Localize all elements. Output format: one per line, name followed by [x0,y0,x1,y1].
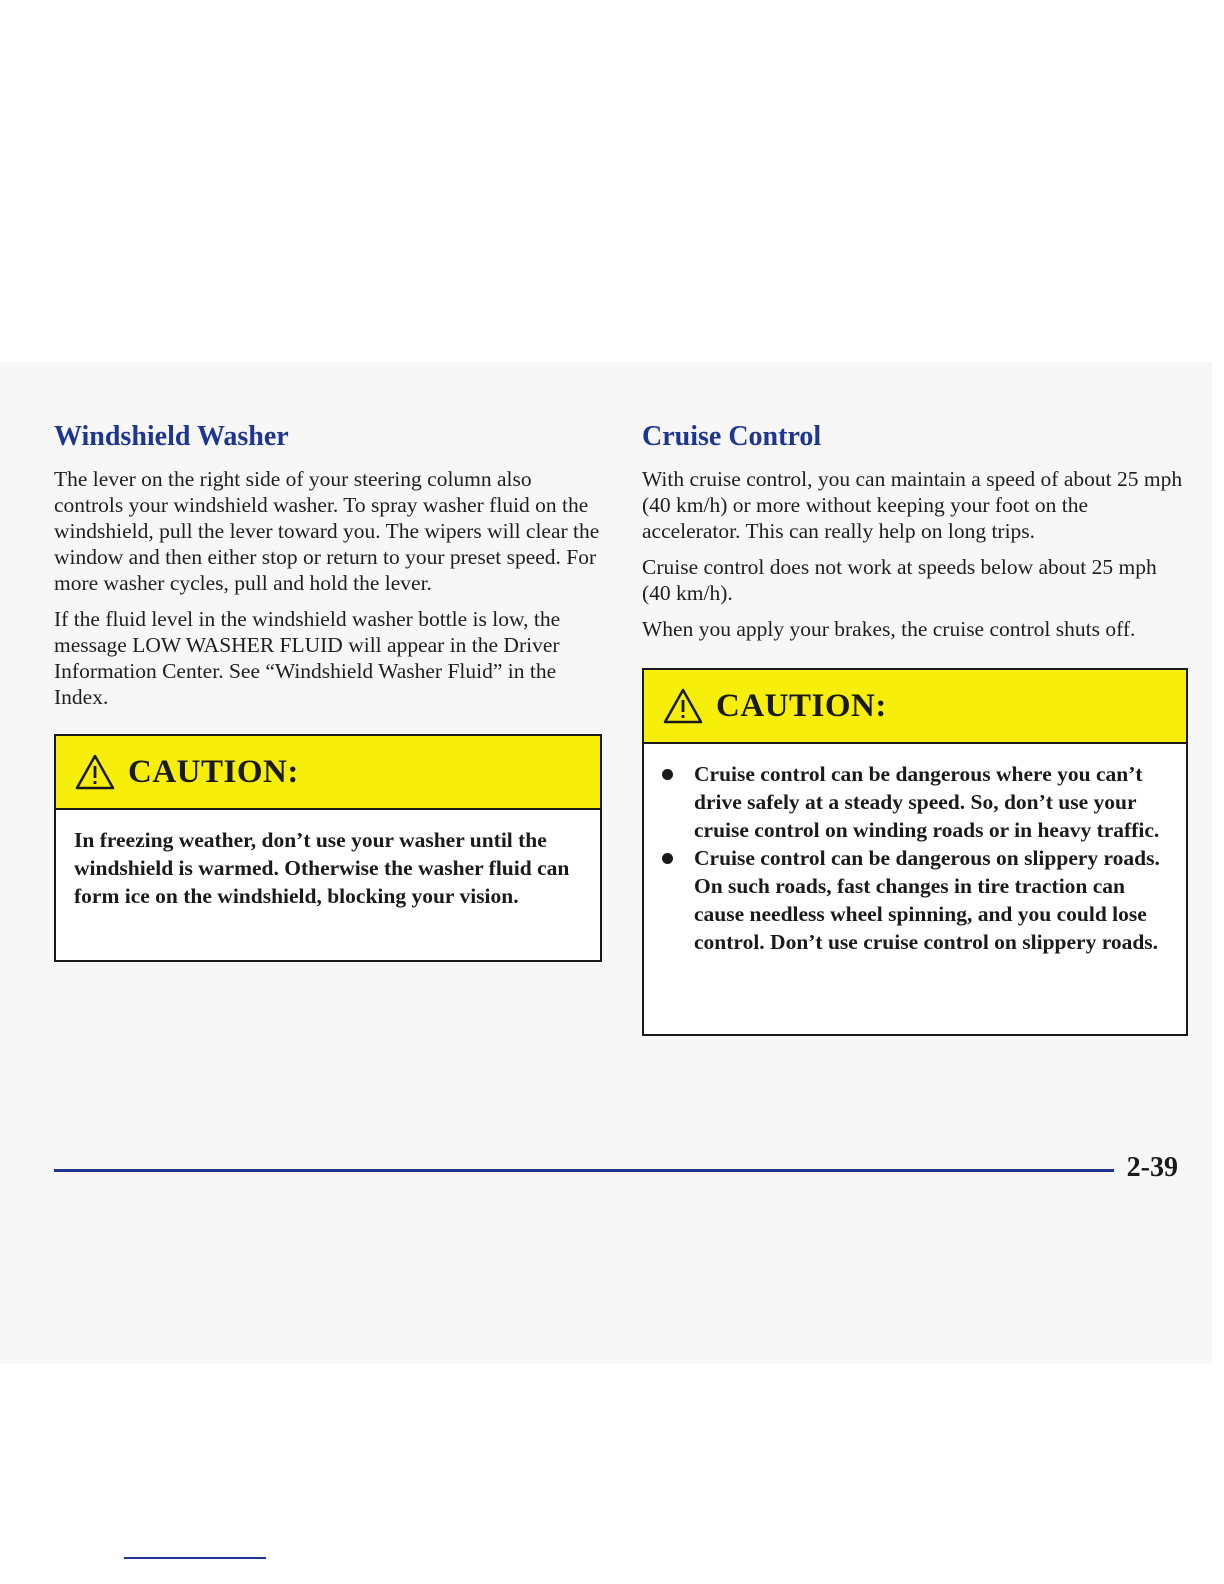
warning-triangle-icon [662,687,704,725]
list-item-text: Cruise control can be dangerous where you can’t drive safely at a steady speed. So, don’t use your cruise control on winding roads or in heavy traffic. [694,762,1160,842]
footer-rule [54,1169,1114,1172]
bullet-icon [662,853,673,864]
caution-text: In freezing weather, don’t use your washer until the windshield is warmed. Otherwise the washer fluid can form ice on the windshield, blocking your vision. [74,828,570,908]
cruise-control-section [642,418,1190,1036]
caution-box-washer [54,734,602,962]
list-item [662,760,1168,844]
list-item [662,844,1168,956]
caution-label: CAUTION: [128,753,299,790]
section-title-windshield-washer: Windshield Washer [54,421,289,452]
warning-triangle-icon [74,753,116,791]
list-item-text: Cruise control can be dangerous on slippery roads. On such roads, fast changes in tire traction can cause needless wheel spinning, and you could lose control. Don’t use cruise control on slippery roads. [694,846,1160,954]
paragraph: If the fluid level in the windshield washer bottle is low, the message LOW WASHER FLUID will appear in the Driver Information Center. See “Windshield Washer Fluid” in the Index. [54,607,561,709]
section-title-cruise-control: Cruise Control [642,421,822,452]
caution-box-cruise [642,668,1188,1036]
caution-list [662,760,1168,956]
paragraph: Cruise control does not work at speeds below about 25 mph (40 km/h). [642,555,1157,605]
caution-header [56,736,600,810]
bullet-icon [662,769,673,780]
windshield-washer-section [54,418,602,962]
paragraph: When you apply your brakes, the cruise control shuts off. [642,617,1136,641]
caution-label: CAUTION: [716,687,887,724]
page-number: 2-39 [1126,1152,1178,1183]
caution-header [644,670,1186,744]
divider-line [124,1557,266,1559]
paragraph: With cruise control, you can maintain a speed of about 25 mph (40 km/h) or more without keeping your foot on the accelerator. This can really help on long trips. [642,467,1183,543]
paragraph: The lever on the right side of your steering column also controls your windshield washer. To spray washer fluid on the windshield, pull the lever toward you. The wipers will clear the window and then either stop or return to your preset speed. For more washer cycles, pull and hold the lever. [54,467,600,595]
caution-list-body [644,744,1186,974]
